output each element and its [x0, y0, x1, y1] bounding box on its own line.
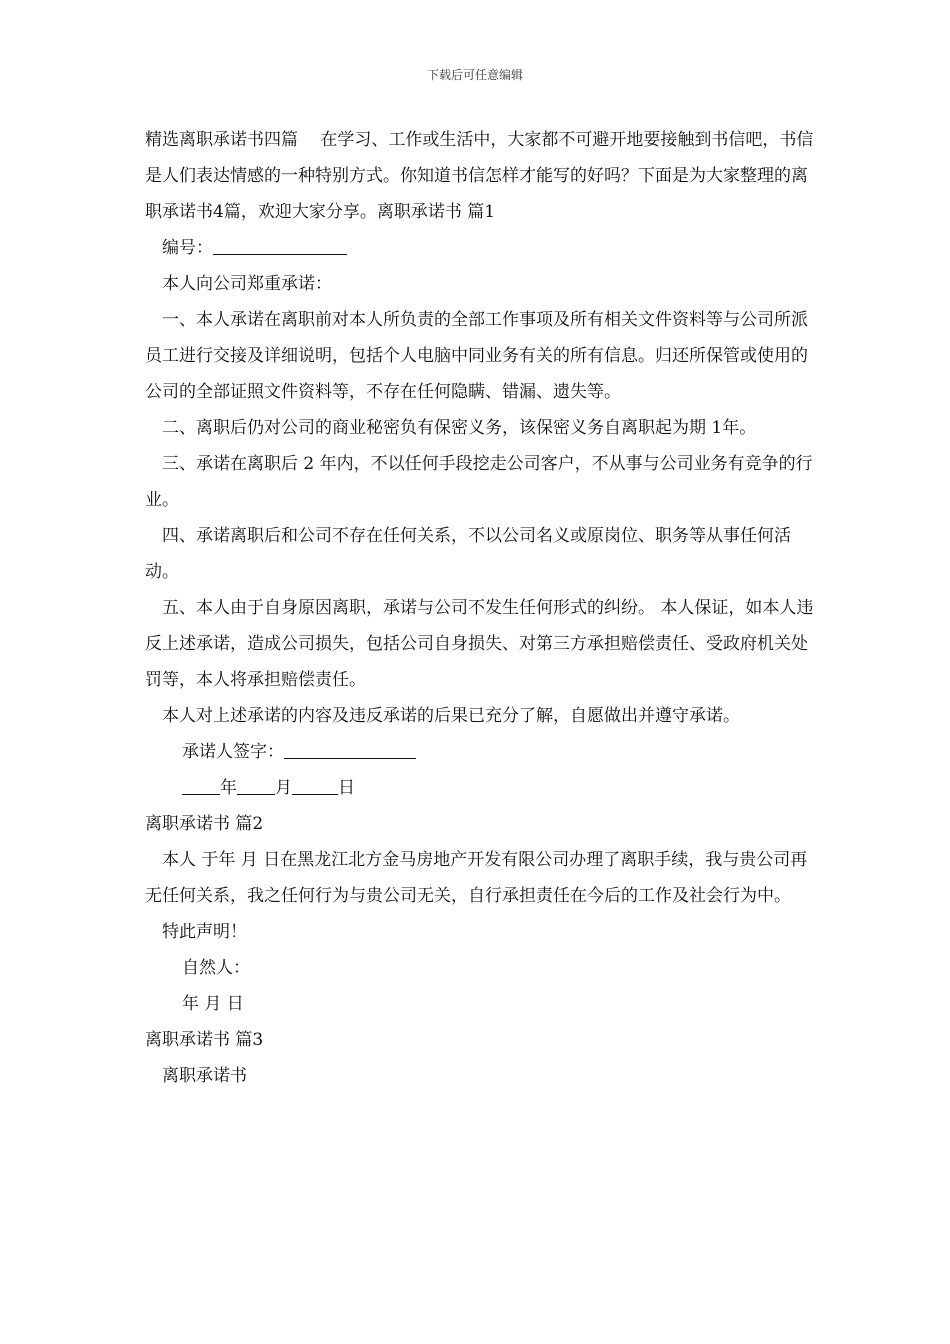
signature-blank: [284, 738, 416, 759]
intro-paragraph: 精选离职承诺书四篇 在学习、工作或生活中，大家都不可避开地要接触到书信吧，书信是人们表达情感的一种特别方式。你知道书信怎样才能写的好吗？下面是为大家整理的离职承诺书4篇，欢迎大家分享。离职承诺书 篇1: [145, 130, 814, 222]
acknowledge-paragraph: 本人对上述承诺的内容及违反承诺的后果已充分了解，自愿做出并遵守承诺。: [162, 706, 740, 726]
section2-statement: 特此声明！: [162, 922, 247, 942]
year-label: 年: [220, 778, 237, 798]
document-body: [145, 122, 817, 1094]
day-label: 日: [338, 778, 355, 798]
section-heading-2: 离职承诺书 篇2: [145, 814, 264, 834]
section-heading-3: 离职承诺书 篇3: [145, 1030, 264, 1050]
year-blank: [182, 774, 220, 795]
day-blank: [292, 774, 338, 795]
number-label: 编号：: [162, 238, 213, 258]
number-line: [145, 230, 817, 266]
promise-item-3: 三、承诺在离职后 2 年内，不以任何手段挖走公司客户，不从事与公司业务有竞争的行业。: [145, 454, 813, 510]
section3-title: 离职承诺书: [162, 1066, 247, 1086]
promise-item-4: 四、承诺离职后和公司不存在任何关系，不以公司名义或原岗位、职务等从事任何活动。: [145, 526, 791, 582]
month-label: 月: [275, 778, 292, 798]
page-header: 下载后可任意编辑: [426, 68, 523, 82]
promise-item-2: 二、离职后仍对公司的商业秘密负有保密义务，该保密义务自离职起为期 1年。: [162, 418, 757, 438]
signer-line: [145, 734, 817, 770]
section2-person: 自然人：: [182, 958, 250, 978]
month-blank: [237, 774, 275, 795]
promise-item-1: 一、本人承诺在离职前对本人所负责的全部工作事项及所有相关文件资料等与公司所派员工进行交接及详细说明，包括个人电脑中同业务有关的所有信息。归还所保管或使用的公司的全部证照文件资料等，不存在任何隐瞒、错漏、遗失等。: [145, 310, 808, 402]
section2-body: 本人 于年 月 日在黑龙江北方金马房地产开发有限公司办理了离职手续，我与贵公司再无任何关系，我之任何行为与贵公司无关，自行承担责任在今后的工作及社会行为中。: [145, 850, 808, 906]
date-line: [145, 770, 817, 806]
signer-label: 承诺人签字：: [182, 742, 284, 762]
number-blank: [213, 234, 347, 255]
promise-intro: 本人向公司郑重承诺：: [162, 274, 332, 294]
section2-date: 年 月 日: [182, 994, 244, 1014]
promise-item-5: 五、本人由于自身原因离职，承诺与公司不发生任何形式的纠纷。 本人保证，如本人违反上述承诺，造成公司损失，包括公司自身损失、对第三方承担赔偿责任、受政府机关处罚等，本人将承担赔偿责任。: [145, 598, 814, 690]
